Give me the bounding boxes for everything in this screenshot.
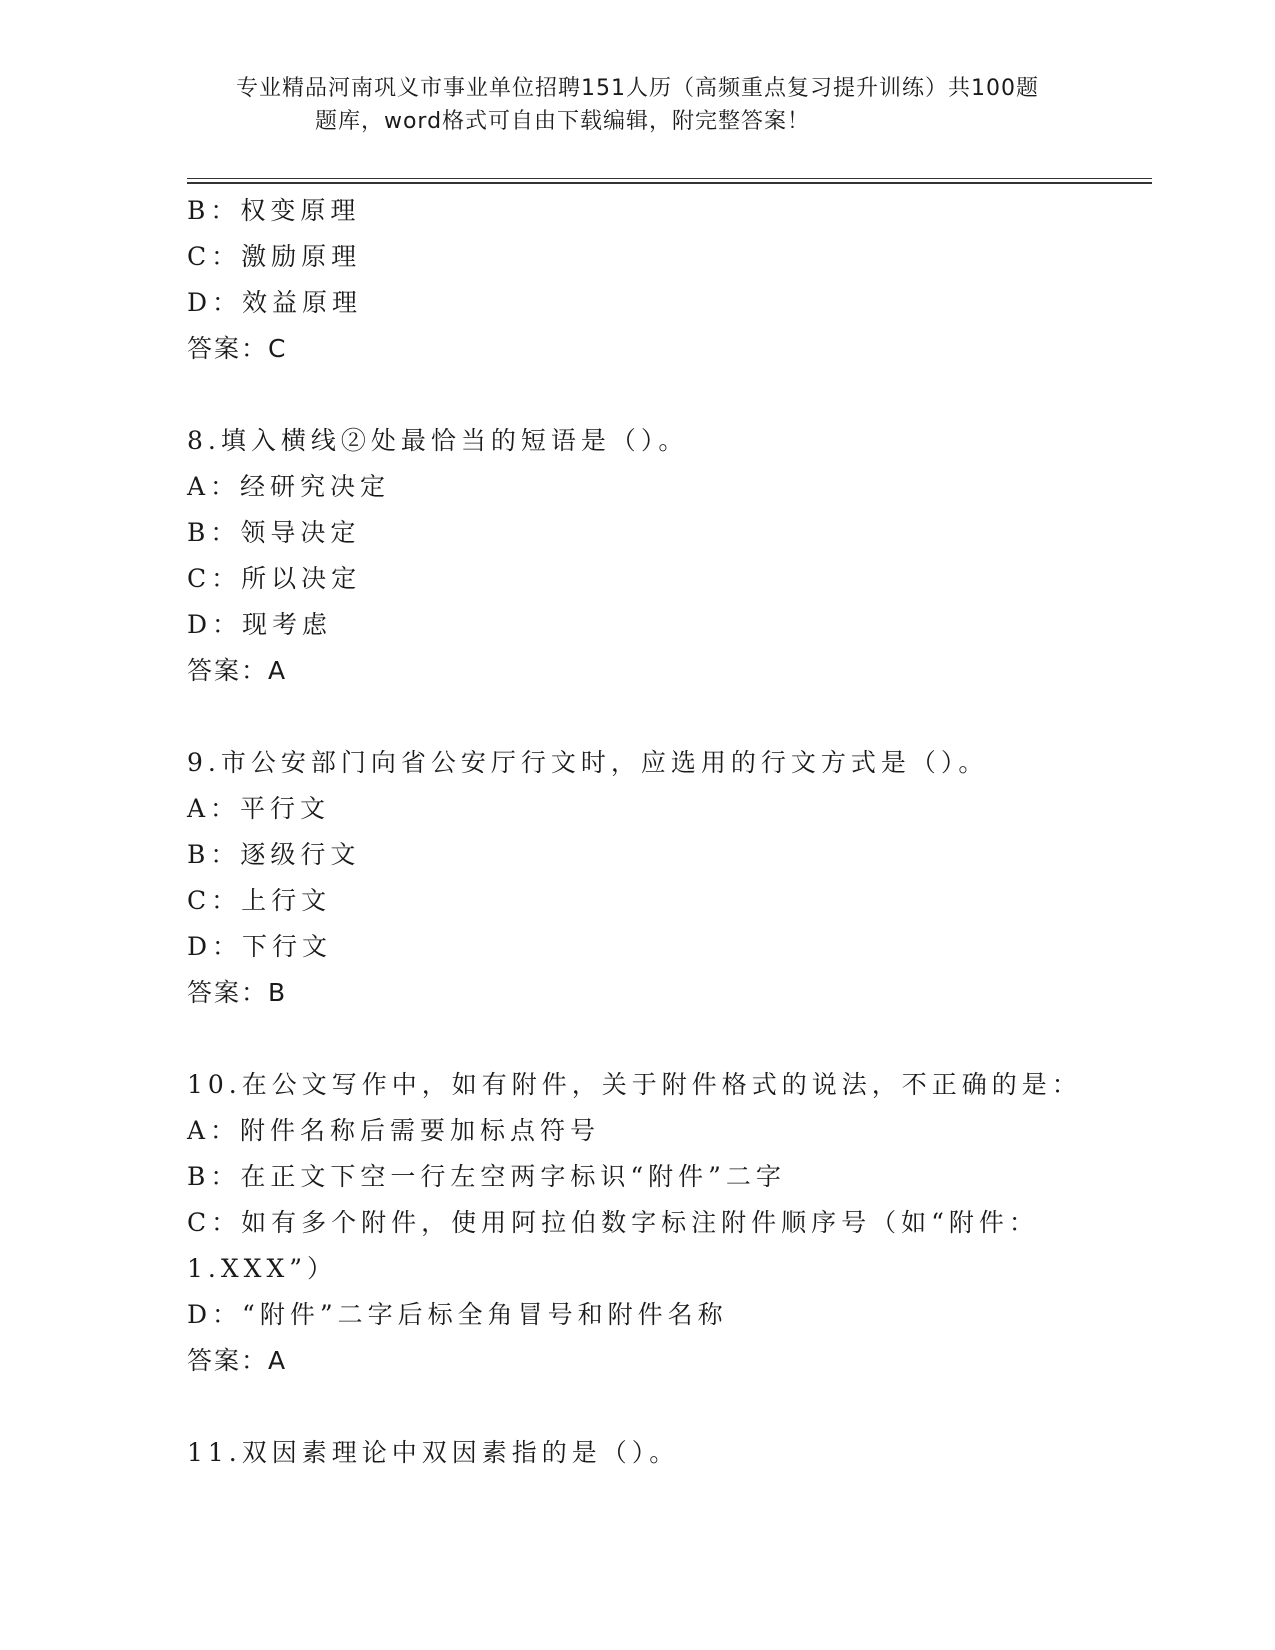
answer-line: 答案：B bbox=[187, 978, 288, 1007]
option-d: D：现考虑 bbox=[187, 610, 333, 639]
option-b: B：领导决定 bbox=[187, 518, 361, 547]
option-a: A：经研究决定 bbox=[187, 472, 391, 501]
header-divider-thick bbox=[187, 182, 1152, 184]
question-stem: 11.双因素理论中双因素指的是（）。 bbox=[187, 1438, 680, 1467]
option-b: B：在正文下空一行左空两字标识“附件”二字 bbox=[187, 1162, 786, 1191]
spacer bbox=[187, 694, 1127, 740]
option-a: A：附件名称后需要加标点符号 bbox=[187, 1116, 601, 1145]
question-11 bbox=[187, 1430, 1127, 1476]
question-9 bbox=[187, 740, 1127, 1016]
spacer bbox=[187, 1384, 1127, 1430]
option-c: C：如有多个附件，使用阿拉伯数字标注附件顺序号（如“附件： bbox=[187, 1208, 1039, 1237]
option-b: B：逐级行文 bbox=[187, 840, 361, 869]
answer-line: 答案：A bbox=[187, 1346, 288, 1375]
spacer bbox=[187, 372, 1127, 418]
option-c: C：激励原理 bbox=[187, 242, 362, 271]
question-stem: 10.在公文写作中，如有附件，关于附件格式的说法，不正确的是： bbox=[187, 1070, 1082, 1099]
option-b: B：权变原理 bbox=[187, 196, 361, 225]
header-title-line1: 专业精品河南巩义市事业单位招聘151人历（高频重点复习提升训练）共100题 bbox=[236, 76, 1039, 101]
option-d: D：下行文 bbox=[187, 932, 333, 961]
spacer bbox=[187, 1016, 1127, 1062]
header-title-line2: 题库，word格式可自由下载编辑，附完整答案！ bbox=[314, 109, 811, 134]
answer-line: 答案：C bbox=[187, 334, 288, 363]
question-stem: 8.填入横线②处最恰当的短语是（）。 bbox=[187, 426, 689, 455]
question-stem: 9.市公安部门向省公安厅行文时，应选用的行文方式是（）。 bbox=[187, 748, 989, 777]
option-c-continued: 1.XXX”） bbox=[187, 1254, 338, 1283]
question-8 bbox=[187, 418, 1127, 694]
question-list bbox=[187, 188, 1127, 1476]
question-10 bbox=[187, 1062, 1127, 1384]
answer-line: 答案：A bbox=[187, 656, 288, 685]
option-d: D：“附件”二字后标全角冒号和附件名称 bbox=[187, 1300, 728, 1329]
header-divider-thin bbox=[187, 178, 1152, 179]
document-header bbox=[0, 72, 1275, 138]
question-7-tail bbox=[187, 188, 1127, 372]
option-a: A：平行文 bbox=[187, 794, 331, 823]
option-c: C：上行文 bbox=[187, 886, 332, 915]
option-d: D：效益原理 bbox=[187, 288, 363, 317]
option-c: C：所以决定 bbox=[187, 564, 362, 593]
